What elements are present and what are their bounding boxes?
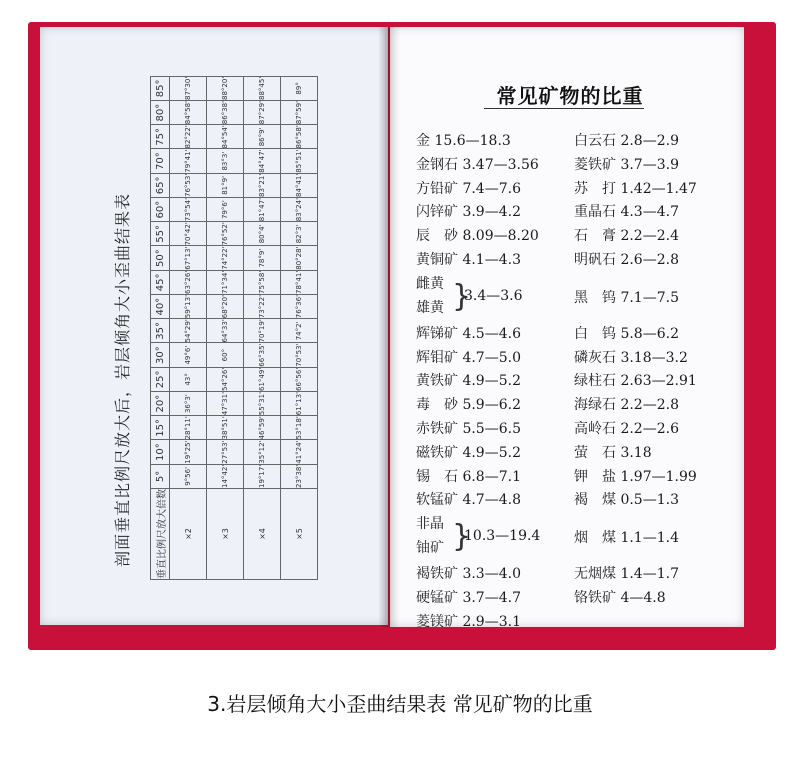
list-item [574, 370, 744, 394]
table-cell: 88°20' [207, 76, 244, 100]
mineral-name: 铀矿 [416, 540, 444, 557]
mineral-density: 2.63—2.91 [620, 373, 697, 390]
mineral-name: 绿柱石 [574, 373, 616, 390]
table-cell: 35°12' [244, 440, 281, 464]
mineral-density: 3.47—3.56 [462, 156, 539, 173]
mineral-name: 无烟煤 [574, 566, 616, 583]
angle-header: 85° [151, 76, 170, 100]
mineral-density: 6.8—7.1 [462, 468, 521, 485]
table-cell: 27°53' [207, 440, 244, 464]
angle-header: 55° [151, 222, 170, 246]
mineral-density: 2.2—2.8 [620, 397, 679, 414]
angle-header: 80° [151, 101, 170, 125]
mineral-density: 3.7—4.7 [462, 589, 521, 606]
table-cell: 9°56' [170, 464, 207, 488]
list-item [416, 442, 576, 466]
list-item [416, 466, 576, 490]
table-cell: 63°26' [170, 270, 207, 294]
mineral-name: 金 [416, 133, 430, 149]
mineral-name: 黄铁矿 [416, 373, 458, 390]
mineral-name: 磁铁矿 [416, 444, 458, 461]
mineral-name: 硬锰矿 [416, 589, 458, 606]
mineral-density: 5.9—6.2 [462, 397, 521, 414]
right-page-title: 常见矿物的比重 [496, 84, 644, 108]
list-item [574, 442, 744, 466]
list-item [416, 418, 576, 442]
list-item [416, 178, 576, 202]
table-cell: 54°29' [170, 319, 207, 343]
mineral-column-left [416, 130, 576, 635]
mineral-name: 海绿石 [574, 397, 616, 414]
table-cell: 49°6' [170, 343, 207, 367]
mineral-density: 2.6—2.8 [620, 251, 679, 268]
table-cell: 86°9' [244, 125, 281, 149]
table-cell: 83°3' [207, 149, 244, 173]
table-cell: 83°24' [281, 198, 318, 222]
table-cell: 74°22' [207, 246, 244, 270]
mineral-density: 3.7—3.9 [620, 156, 679, 173]
mineral-density: 5.5—6.5 [462, 420, 521, 437]
table-cell: 55°31' [244, 392, 281, 416]
mineral-density: 3.4—3.6 [464, 287, 523, 304]
scale-factor-cell: ×4 [244, 489, 281, 580]
table-cell: 19°25' [170, 440, 207, 464]
mineral-name: 铬铁矿 [574, 589, 616, 606]
mineral-density: 4.7—5.0 [462, 349, 521, 366]
mineral-density: 7.4—7.6 [462, 180, 521, 197]
mineral-density: 4—4.8 [620, 589, 666, 606]
table-header-row [151, 76, 170, 579]
angle-header: 65° [151, 173, 170, 197]
table-cell: 41°24' [281, 440, 318, 464]
list-item [574, 489, 744, 513]
tilt-distortion-table [150, 76, 318, 580]
table-cell: 87°30' [170, 76, 207, 100]
title-underline [484, 108, 644, 109]
mineral-name: 软锰矿 [416, 492, 458, 509]
angle-header: 70° [151, 149, 170, 173]
mineral-name: 金钢石 [416, 156, 458, 173]
table-cell: 84°41' [281, 173, 318, 197]
brace-icon: } [452, 278, 472, 314]
angle-header: 40° [151, 295, 170, 319]
mineral-name: 磷灰石 [574, 349, 616, 366]
list-item [574, 130, 744, 154]
mineral-name: 闪锌矿 [416, 204, 458, 221]
angle-header: 25° [151, 367, 170, 391]
mineral-name: 白 钨 [574, 325, 616, 342]
mineral-density: 4.9—5.2 [462, 373, 521, 390]
mineral-density: 2.9—3.1 [462, 613, 521, 630]
mineral-density: 2.2—2.6 [620, 420, 679, 437]
mineral-name: 重晶石 [574, 204, 616, 221]
table-cell: 47°31' [207, 392, 244, 416]
image-caption: 3.岩层倾角大小歪曲结果表 常见矿物的比重 [207, 692, 593, 716]
angle-header: 15° [151, 416, 170, 440]
mineral-name: 烟 煤 [574, 530, 616, 547]
list-item [416, 130, 576, 154]
mineral-name: 锡 石 [416, 468, 458, 485]
table-cell: 86°38' [207, 101, 244, 125]
table-cell: 85°51' [281, 149, 318, 173]
table-cell: 74°2' [281, 319, 318, 343]
table-cell: 59°13' [170, 295, 207, 319]
mineral-density: 3.18—3.2 [620, 349, 688, 366]
list-item [416, 587, 576, 611]
table-cell: 87°59' [281, 101, 318, 125]
table-cell: 76°52' [207, 222, 244, 246]
mineral-name: 高岭石 [574, 420, 616, 437]
table-cell: 81°47' [244, 198, 281, 222]
mineral-density: 1.97—1.99 [620, 468, 697, 485]
mineral-name: 明矾石 [574, 251, 616, 268]
list-item [416, 154, 576, 178]
mineral-density: 1.4—1.7 [620, 566, 679, 583]
list-item [416, 370, 576, 394]
mineral-density: 1.42—1.47 [620, 180, 697, 197]
mineral-density: 2.2—2.4 [620, 228, 679, 245]
list-item [416, 201, 576, 225]
list-item [416, 323, 576, 347]
table-row [170, 76, 207, 579]
table-cell: 36°3' [170, 392, 207, 416]
angle-header: 5° [151, 464, 170, 488]
table-row [244, 76, 281, 579]
table-row [281, 76, 318, 579]
list-item [416, 489, 576, 513]
list-item [574, 154, 744, 178]
mineral-name: 毒 砂 [416, 397, 458, 414]
table-cell: 61°49' [244, 367, 281, 391]
table-cell: 86°58' [281, 125, 318, 149]
angle-header: 45° [151, 270, 170, 294]
mineral-name: 黄铜矿 [416, 251, 458, 268]
list-item [574, 225, 744, 249]
brace-icon: } [452, 519, 472, 555]
mineral-density: 1.1—1.4 [620, 530, 679, 547]
mineral-name: 辉锑矿 [416, 325, 458, 342]
mineral-density: 7.1—7.5 [620, 289, 679, 306]
angle-header: 50° [151, 246, 170, 270]
mineral-density: 4.5—4.6 [462, 325, 521, 342]
list-item [574, 347, 744, 371]
table-cell: 70°53' [281, 343, 318, 367]
mineral-name: 褐铁矿 [416, 566, 458, 583]
list-item [574, 513, 744, 563]
book-gutter [378, 27, 400, 627]
mineral-name: 菱镁矿 [416, 613, 458, 630]
scale-factor-cell: ×2 [170, 489, 207, 580]
list-item [416, 347, 576, 371]
mineral-density: 3.3—4.0 [462, 566, 521, 583]
mineral-density: 2.8—2.9 [620, 133, 679, 149]
table-cell: 84°47' [244, 149, 281, 173]
mineral-name: 褐 煤 [574, 492, 616, 509]
table-cell: 84°58' [170, 101, 207, 125]
list-item [574, 563, 744, 587]
mineral-density: 4.9—5.2 [462, 444, 521, 461]
table-cell: 78°41' [281, 270, 318, 294]
list-item-grouped [416, 273, 576, 323]
angle-header: 60° [151, 198, 170, 222]
table-cell: 46°59' [244, 416, 281, 440]
mineral-name: 萤 石 [574, 444, 616, 461]
table-cell: 19°17' [244, 464, 281, 488]
table-cell: 54°26' [207, 367, 244, 391]
table-cell: 23°38' [281, 464, 318, 488]
mineral-density: 3.9—4.2 [462, 204, 521, 221]
table-cell: 38°51' [207, 416, 244, 440]
mineral-name: 方铅矿 [416, 180, 458, 197]
table-cell: 83°21' [244, 173, 281, 197]
left-page-title: 剖面垂直比例尺放大后，岩层倾角大小歪曲结果表 [113, 193, 132, 568]
list-item [574, 323, 744, 347]
mineral-name: 菱铁矿 [574, 156, 616, 173]
scale-factor-cell: ×3 [207, 489, 244, 580]
table-cell: 80°28' [281, 246, 318, 270]
table-cell: 66°56' [281, 367, 318, 391]
list-item [574, 418, 744, 442]
list-item [416, 249, 576, 273]
mineral-density: 4.1—4.3 [462, 251, 521, 268]
scale-factor-cell: ×5 [281, 489, 318, 580]
table-cell: 70°42' [170, 222, 207, 246]
table-cell: 73°54' [170, 198, 207, 222]
list-item [574, 466, 744, 490]
table-cell: 87°29' [244, 101, 281, 125]
table-cell: 75°58' [244, 270, 281, 294]
mineral-density: 3.18 [620, 444, 652, 461]
table-row [207, 76, 244, 579]
table-cell: 82°3' [281, 222, 318, 246]
list-item [574, 273, 744, 323]
table-cell: 66°35' [244, 343, 281, 367]
list-item-grouped [416, 513, 576, 563]
mineral-density: 4.3—4.7 [620, 204, 679, 221]
table-cell: 68°20' [207, 295, 244, 319]
table-cell: 79°6' [207, 198, 244, 222]
list-item [574, 587, 744, 611]
mineral-name: 钾 盐 [574, 468, 616, 485]
table-cell: 71°34' [207, 270, 244, 294]
table-cell: 67°13' [170, 246, 207, 270]
table-cell: 70°19' [244, 319, 281, 343]
table-cell: 73°22' [244, 295, 281, 319]
angle-header: 10° [151, 440, 170, 464]
table-cell: 28°11' [170, 416, 207, 440]
table-corner-header: 垂直比例尺放大倍数 [151, 489, 170, 580]
mineral-name: 雌黄 [416, 275, 444, 292]
mineral-density: 15.6—18.3 [434, 133, 511, 149]
table-cell: 81°9' [207, 173, 244, 197]
list-item [416, 563, 576, 587]
table-cell: 60° [207, 343, 244, 367]
mineral-name: 石 膏 [574, 228, 616, 245]
mineral-density: 0.5—1.3 [620, 492, 679, 509]
table-cell: 76°53' [170, 173, 207, 197]
mineral-name: 苏 打 [574, 180, 616, 197]
table-cell: 79°41' [170, 149, 207, 173]
angle-header: 20° [151, 392, 170, 416]
table-cell: 43° [170, 367, 207, 391]
table-cell: 82°22' [170, 125, 207, 149]
mineral-name: 白云石 [574, 133, 616, 149]
list-item [416, 225, 576, 249]
mineral-column-right [574, 130, 744, 611]
mineral-name: 辉钼矿 [416, 349, 458, 366]
list-item [416, 394, 576, 418]
table-cell: 76°36' [281, 295, 318, 319]
mineral-name: 非晶 [416, 516, 444, 533]
table-cell: 64°33' [207, 319, 244, 343]
mineral-name: 赤铁矿 [416, 420, 458, 437]
tilt-distortion-table-block [110, 76, 370, 580]
list-item [416, 611, 576, 635]
table-cell: 61°13' [281, 392, 318, 416]
angle-header: 35° [151, 319, 170, 343]
table-cell: 53°18' [281, 416, 318, 440]
mineral-name: 雄黄 [416, 299, 444, 316]
mineral-density: 5.8—6.2 [620, 325, 679, 342]
mineral-density: 8.09—8.20 [462, 228, 539, 245]
table-cell: 89° [281, 76, 318, 100]
table-cell: 84°54' [207, 125, 244, 149]
mineral-density: 10.3—19.4 [464, 528, 541, 545]
mineral-name: 辰 砂 [416, 228, 458, 245]
list-item [574, 201, 744, 225]
mineral-name: 黑 钨 [574, 289, 616, 306]
angle-header: 75° [151, 125, 170, 149]
mineral-density: 4.7—4.8 [462, 492, 521, 509]
table-cell: 88°45' [244, 76, 281, 100]
table-cell: 78°9' [244, 246, 281, 270]
list-item [574, 178, 744, 202]
table-cell: 14°42' [207, 464, 244, 488]
list-item [574, 394, 744, 418]
table-cell: 80°4' [244, 222, 281, 246]
list-item [574, 249, 744, 273]
angle-header: 30° [151, 343, 170, 367]
